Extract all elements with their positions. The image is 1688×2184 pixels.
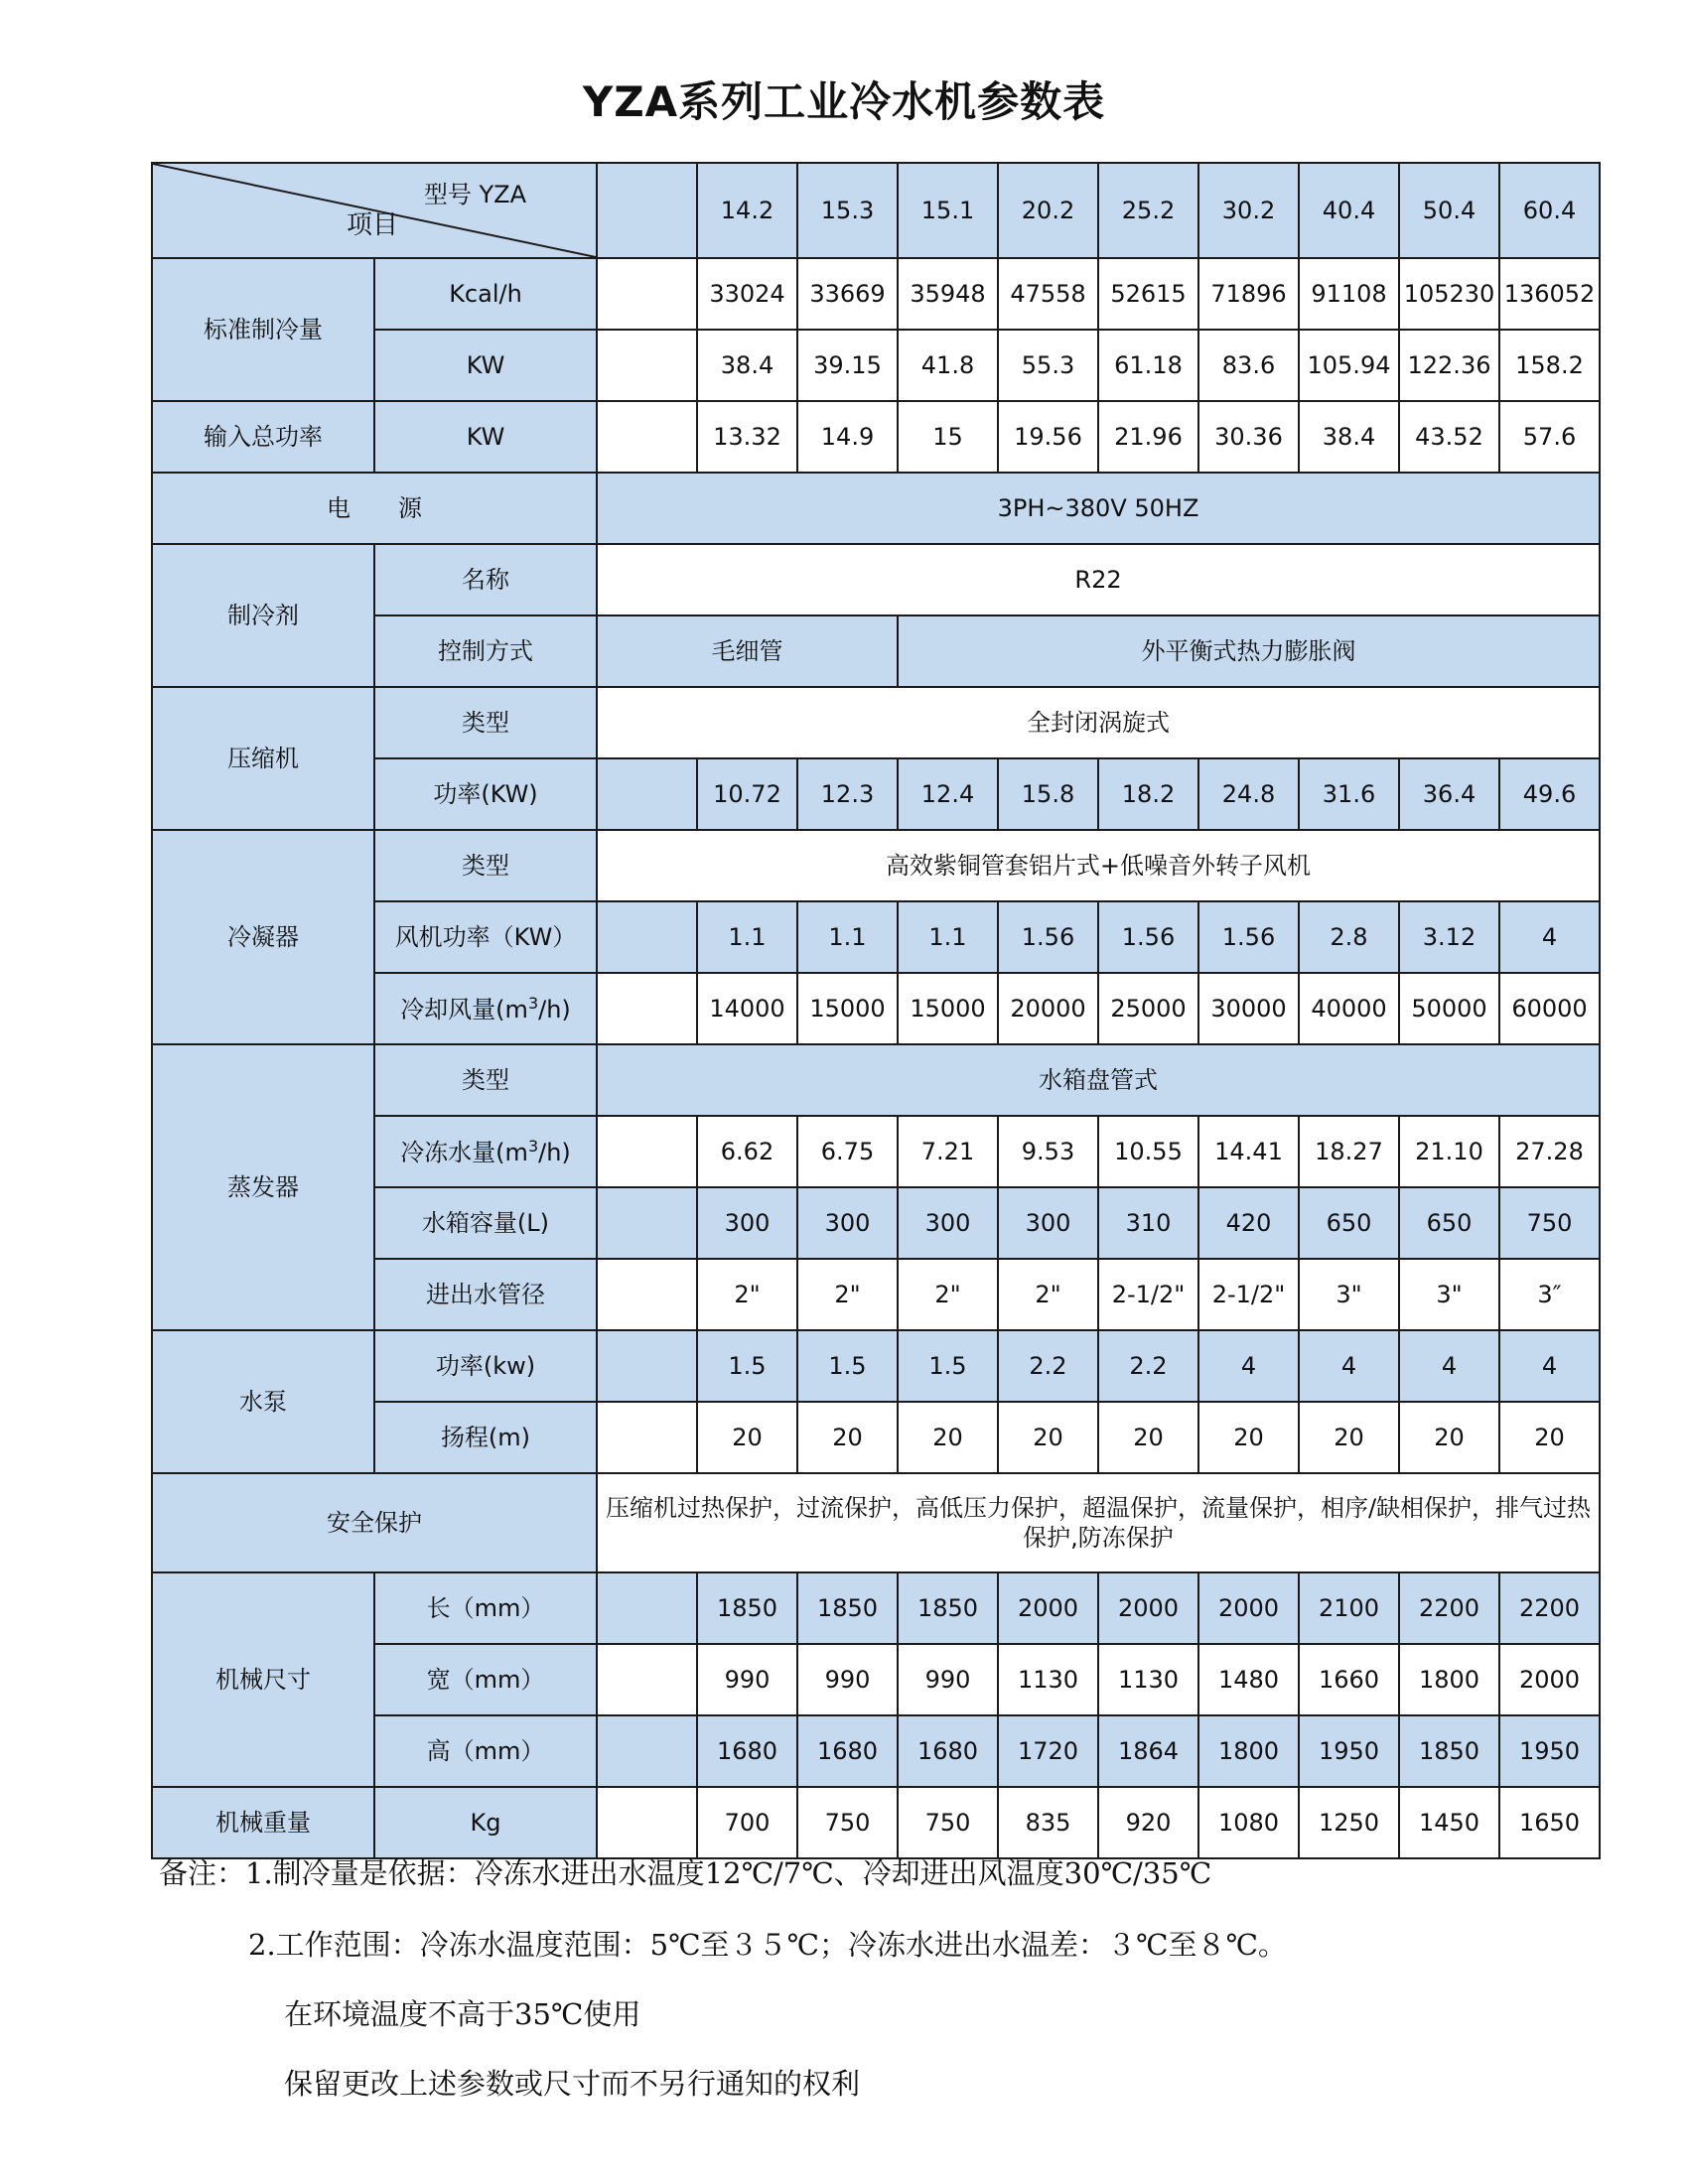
value-cell: 1950	[1299, 1715, 1399, 1787]
value-cell: 1950	[1499, 1715, 1600, 1787]
note-line: 保留更改上述参数或尺寸而不另行通知的权利	[284, 2067, 861, 2101]
value-cell: 50000	[1399, 973, 1499, 1044]
value-cell: 43.52	[1399, 401, 1499, 473]
value-cell: 91108	[1299, 258, 1399, 330]
value-cell: 1.1	[898, 901, 998, 973]
value-cell: 20	[797, 1402, 898, 1473]
model-cell: 15.3	[797, 163, 898, 258]
condenser-fan-label: 风机功率（KW）	[374, 901, 597, 973]
value-cell: 10.55	[1098, 1116, 1198, 1187]
value-cell: 1.1	[697, 901, 797, 973]
value-cell: 20000	[998, 973, 1098, 1044]
value-cell: 52615	[1098, 258, 1198, 330]
value-cell: 1.5	[697, 1330, 797, 1402]
value-cell: 2"	[797, 1259, 898, 1330]
value-cell: 310	[1098, 1187, 1198, 1259]
value-cell: 7.21	[898, 1116, 998, 1187]
blank-cell	[597, 330, 697, 401]
value-cell: 750	[1499, 1187, 1600, 1259]
value-cell: 15000	[898, 973, 998, 1044]
value-cell: 1850	[1399, 1715, 1499, 1787]
refrigerant-name-value: R22	[597, 544, 1600, 615]
evaporator-type-row	[152, 1044, 1600, 1116]
refrigerant-name-label: 名称	[374, 544, 597, 615]
blank-cell	[597, 901, 697, 973]
value-cell: 1680	[697, 1715, 797, 1787]
value-cell: 30.36	[1198, 401, 1299, 473]
blank-cell	[597, 258, 697, 330]
blank-cell	[597, 401, 697, 473]
pump-label: 水泵	[152, 1330, 374, 1473]
value-cell: 15	[898, 401, 998, 473]
value-cell: 1800	[1399, 1644, 1499, 1715]
value-cell: 2"	[898, 1259, 998, 1330]
value-cell: 40000	[1299, 973, 1399, 1044]
refrigerant-control-label: 控制方式	[374, 615, 597, 687]
model-cell: 14.2	[697, 163, 797, 258]
value-cell: 4	[1299, 1330, 1399, 1402]
compressor-label: 压缩机	[152, 687, 374, 830]
evaporator-type-label: 类型	[374, 1044, 597, 1116]
note-line: 2.工作范围：冷冻水温度范围：5℃至３５℃；冷冻水进出水温差：３℃至８℃。	[248, 1928, 1287, 1962]
value-cell: 4	[1399, 1330, 1499, 1402]
evaporator-label: 蒸发器	[152, 1044, 374, 1330]
pump-power-label: 功率(kw)	[374, 1330, 597, 1402]
blank-cell	[597, 758, 697, 830]
model-cell: 25.2	[1098, 163, 1198, 258]
value-cell: 1.5	[797, 1330, 898, 1402]
blank-cell	[597, 973, 697, 1044]
blank-cell	[597, 1715, 697, 1787]
power-supply-row	[152, 473, 1600, 544]
value-cell: 2.2	[1098, 1330, 1198, 1402]
value-cell: 61.18	[1098, 330, 1198, 401]
compressor-type-row	[152, 687, 1600, 758]
value-cell: 2000	[1098, 1572, 1198, 1644]
cooling-kw-unit: KW	[374, 330, 597, 401]
note-line: 备注：1.制冷量是依据：冷冻水进出水温度12℃/7℃、冷却进出风温度30℃/35℃	[159, 1856, 1212, 1890]
model-cell: 20.2	[998, 163, 1098, 258]
value-cell: 2000	[1499, 1644, 1600, 1715]
dimension-length-label: 长（mm）	[374, 1572, 597, 1644]
dimension-height-label: 高（mm）	[374, 1715, 597, 1787]
condenser-air-label: 冷却风量$(m^3/h)$	[374, 973, 597, 1044]
power-supply-label: 电 源	[152, 473, 597, 544]
compressor-type-value: 全封闭涡旋式	[597, 687, 1600, 758]
dimension-width-label: 宽（mm）	[374, 1644, 597, 1715]
evaporator-flow-label: 冷冻水量$(m^3/h)$	[374, 1116, 597, 1187]
blank-cell	[597, 1572, 697, 1644]
value-cell: 20	[898, 1402, 998, 1473]
value-cell: 4	[1499, 1330, 1600, 1402]
value-cell: 15000	[797, 973, 898, 1044]
value-cell: 47558	[998, 258, 1098, 330]
value-cell: 39.15	[797, 330, 898, 401]
value-cell: 2.2	[998, 1330, 1098, 1402]
blank-cell	[597, 163, 697, 258]
blank-cell	[597, 1787, 697, 1858]
value-cell: 20	[1399, 1402, 1499, 1473]
value-cell: 300	[797, 1187, 898, 1259]
value-cell: 4	[1499, 901, 1600, 973]
condenser-type-row	[152, 830, 1600, 901]
value-cell: 18.27	[1299, 1116, 1399, 1187]
safety-label: 安全保护	[152, 1473, 597, 1572]
value-cell: 57.6	[1499, 401, 1600, 473]
value-cell: 300	[697, 1187, 797, 1259]
value-cell: 3"	[1399, 1259, 1499, 1330]
value-cell: 35948	[898, 258, 998, 330]
value-cell: 49.6	[1499, 758, 1600, 830]
value-cell: 1660	[1299, 1644, 1399, 1715]
value-cell: 12.3	[797, 758, 898, 830]
value-cell: 71896	[1198, 258, 1299, 330]
value-cell: 1.56	[1198, 901, 1299, 973]
safety-value: 压缩机过热保护，过流保护，高低压力保护，超温保护，流量保护，相序/缺相保护，排气过热保护,防冻保护	[597, 1473, 1600, 1572]
value-cell: 420	[1198, 1187, 1299, 1259]
value-cell: 122.36	[1399, 330, 1499, 401]
value-cell: 1480	[1198, 1644, 1299, 1715]
item-header-label: 项目	[347, 209, 399, 240]
value-cell: 3.12	[1399, 901, 1499, 973]
value-cell: 2-1/2"	[1098, 1259, 1198, 1330]
value-cell: 105230	[1399, 258, 1499, 330]
value-cell: 2100	[1299, 1572, 1399, 1644]
value-cell: 1650	[1499, 1787, 1600, 1858]
evaporator-pipe-label: 进出水管径	[374, 1259, 597, 1330]
value-cell: 2000	[1198, 1572, 1299, 1644]
value-cell: 31.6	[1299, 758, 1399, 830]
value-cell: 2000	[998, 1572, 1098, 1644]
input-power-unit: KW	[374, 401, 597, 473]
pump-head-label: 扬程(m)	[374, 1402, 597, 1473]
input-power-row	[152, 401, 1600, 473]
value-cell: 3"	[1299, 1259, 1399, 1330]
value-cell: 1.56	[1098, 901, 1198, 973]
value-cell: 41.8	[898, 330, 998, 401]
model-cell: 50.4	[1399, 163, 1499, 258]
model-cell: 15.1	[898, 163, 998, 258]
value-cell: 1850	[797, 1572, 898, 1644]
value-cell: 20	[697, 1402, 797, 1473]
value-cell: 14.9	[797, 401, 898, 473]
value-cell: 158.2	[1499, 330, 1600, 401]
value-cell: 38.4	[1299, 401, 1399, 473]
value-cell: 1130	[1098, 1644, 1198, 1715]
value-cell: 1.5	[898, 1330, 998, 1402]
value-cell: 1450	[1399, 1787, 1499, 1858]
dimension-length-row	[152, 1572, 1600, 1644]
value-cell: 20	[998, 1402, 1098, 1473]
value-cell: 2.8	[1299, 901, 1399, 973]
model-cell: 40.4	[1299, 163, 1399, 258]
value-cell: 30000	[1198, 973, 1299, 1044]
header-diagonal-cell	[152, 163, 597, 258]
weight-label: 机械重量	[152, 1787, 374, 1858]
blank-cell	[597, 1644, 697, 1715]
value-cell: 1130	[998, 1644, 1098, 1715]
cooling-kcal-row	[152, 258, 1600, 330]
value-cell: 6.62	[697, 1116, 797, 1187]
weight-unit: Kg	[374, 1787, 597, 1858]
value-cell: 19.56	[998, 401, 1098, 473]
value-cell: 105.94	[1299, 330, 1399, 401]
value-cell: 650	[1399, 1187, 1499, 1259]
value-cell: 990	[697, 1644, 797, 1715]
value-cell: 750	[797, 1787, 898, 1858]
power-supply-value: 3PH~380V 50HZ	[597, 473, 1600, 544]
value-cell: 4	[1198, 1330, 1299, 1402]
compressor-type-label: 类型	[374, 687, 597, 758]
value-cell: 13.32	[697, 401, 797, 473]
model-header-label: 型号 YZA	[423, 181, 526, 208]
value-cell: 15.8	[998, 758, 1098, 830]
weight-row	[152, 1787, 1600, 1858]
value-cell: 20	[1499, 1402, 1600, 1473]
condenser-type-label: 类型	[374, 830, 597, 901]
value-cell: 2"	[998, 1259, 1098, 1330]
value-cell: 14.41	[1198, 1116, 1299, 1187]
value-cell: 700	[697, 1787, 797, 1858]
value-cell: 990	[898, 1644, 998, 1715]
model-row	[152, 163, 1600, 258]
value-cell: 1864	[1098, 1715, 1198, 1787]
value-cell: 2"	[697, 1259, 797, 1330]
value-cell: 20	[1098, 1402, 1198, 1473]
value-cell: 835	[998, 1787, 1098, 1858]
blank-cell	[597, 1116, 697, 1187]
cooling-kcal-unit: Kcal/h	[374, 258, 597, 330]
value-cell: 20	[1198, 1402, 1299, 1473]
value-cell: 650	[1299, 1187, 1399, 1259]
blank-cell	[597, 1259, 697, 1330]
page-title: YZA系列工业冷水机参数表	[582, 77, 1106, 126]
value-cell: 27.28	[1499, 1116, 1600, 1187]
value-cell: 12.4	[898, 758, 998, 830]
value-cell: 2-1/2"	[1198, 1259, 1299, 1330]
model-cell: 60.4	[1499, 163, 1600, 258]
value-cell: 1250	[1299, 1787, 1399, 1858]
value-cell: 25000	[1098, 973, 1198, 1044]
model-cell: 30.2	[1198, 163, 1299, 258]
value-cell: 1850	[697, 1572, 797, 1644]
value-cell: 14000	[697, 973, 797, 1044]
refrigerant-control-capillary: 毛细管	[597, 615, 898, 687]
value-cell: 20	[1299, 1402, 1399, 1473]
value-cell: 2200	[1499, 1572, 1600, 1644]
value-cell: 60000	[1499, 973, 1600, 1044]
dimensions-label: 机械尺寸	[152, 1572, 374, 1787]
evaporator-tank-label: 水箱容量(L)	[374, 1187, 597, 1259]
value-cell: 1080	[1198, 1787, 1299, 1858]
blank-cell	[597, 1330, 697, 1402]
compressor-power-label: 功率(KW)	[374, 758, 597, 830]
value-cell: 21.96	[1098, 401, 1198, 473]
spec-table	[151, 162, 1601, 1859]
value-cell: 990	[797, 1644, 898, 1715]
value-cell: 1.1	[797, 901, 898, 973]
value-cell: 38.4	[697, 330, 797, 401]
value-cell: 6.75	[797, 1116, 898, 1187]
value-cell: 3″	[1499, 1259, 1600, 1330]
value-cell: 1.56	[998, 901, 1098, 973]
value-cell: 2200	[1399, 1572, 1499, 1644]
value-cell: 33669	[797, 258, 898, 330]
blank-cell	[597, 1402, 697, 1473]
value-cell: 300	[898, 1187, 998, 1259]
value-cell: 18.2	[1098, 758, 1198, 830]
value-cell: 24.8	[1198, 758, 1299, 830]
refrigerant-label: 制冷剂	[152, 544, 374, 687]
safety-row	[152, 1473, 1600, 1572]
value-cell: 920	[1098, 1787, 1198, 1858]
refrigerant-name-row	[152, 544, 1600, 615]
value-cell: 21.10	[1399, 1116, 1499, 1187]
value-cell: 1680	[898, 1715, 998, 1787]
value-cell: 83.6	[1198, 330, 1299, 401]
blank-cell	[597, 1187, 697, 1259]
pump-power-row	[152, 1330, 1600, 1402]
refrigerant-control-valve: 外平衡式热力膨胀阀	[898, 615, 1600, 687]
condenser-label: 冷凝器	[152, 830, 374, 1044]
value-cell: 1800	[1198, 1715, 1299, 1787]
value-cell: 36.4	[1399, 758, 1499, 830]
evaporator-type-value: 水箱盘管式	[597, 1044, 1600, 1116]
value-cell: 136052	[1499, 258, 1600, 330]
note-line: 在环境温度不高于35℃使用	[284, 1997, 641, 2031]
value-cell: 9.53	[998, 1116, 1098, 1187]
value-cell: 33024	[697, 258, 797, 330]
value-cell: 1850	[898, 1572, 998, 1644]
value-cell: 1680	[797, 1715, 898, 1787]
value-cell: 750	[898, 1787, 998, 1858]
value-cell: 55.3	[998, 330, 1098, 401]
value-cell: 1720	[998, 1715, 1098, 1787]
value-cell: 300	[998, 1187, 1098, 1259]
cooling-label: 标准制冷量	[152, 258, 374, 401]
condenser-type-value: 高效紫铜管套铝片式+低噪音外转子风机	[597, 830, 1600, 901]
input-power-label: 输入总功率	[152, 401, 374, 473]
value-cell: 10.72	[697, 758, 797, 830]
